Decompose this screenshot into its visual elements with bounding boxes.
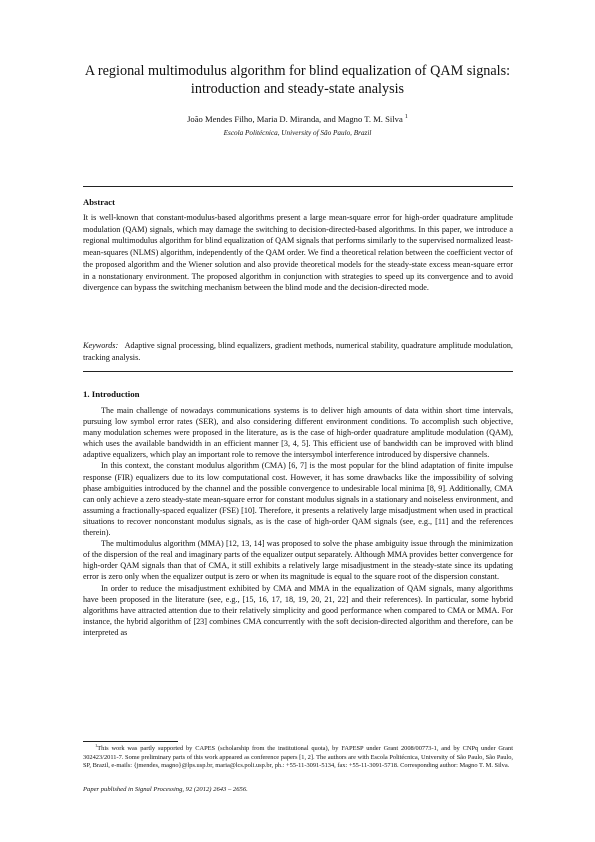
- abstract-text: It is well-known that constant-modulus-based algorithms present a large mean-square error for high-order quadrature amplitude modulation (QAM) signals, which may damage the switching to decision-directed-based algorithms. In this paper, we introduce a regional multimodulus algorithm for blind equalization of QAM signals that performs similarly to the supervised normalized least-mean-squares (NLMS) algorithm, independently of the QAM order. We find a theoretical relation between the coefficient vector of the proposed algorithm and the Wiener solution and also provide theoretical models for the steady-state excess mean-square error in a nonstationary environment. The proposed algorithm in conjunction with strategies to speed up its convergence and to avoid divergence can bypass the switching mechanism between the blind mode and the decision-directed mode.: [83, 213, 513, 293]
- paper-title: A regional multimodulus algorithm for blind equalization of QAM signals: introduction and steady-state analysis: [84, 63, 511, 97]
- footnote-rule: [83, 741, 178, 742]
- intro-paragraph-4: In order to reduce the misadjustment exhibited by CMA and MMA in the equalization of QAM signals, many algorithms have been proposed in the literature (see, e.g., [15, 16, 17, 18, 19, 20, 21, 22] and their references). In particular, some hybrid algorithms have attracted attention due to their relatively simplicity and good performance when compared to CMA or MMA. For instance, the hybrid algorithm of [23] combines CMA concurrently with the soft decision-directed algorithm and therefore, can be interpreted as: [83, 583, 513, 637]
- intro-paragraph-3: The multimodulus algorithm (MMA) [12, 13, 14] was proposed to solve the phase ambiguity issue through the minimization of the dispersion of the real and imaginary parts of the equalizer output separately. Although MMA provides better convergence for high-order QAM signals than that of CMA, it still exhibits a relatively large misadjustment in the steady-state since its updating error is zero only when the equalizer output is zero or when its magnitude is equal to the square root of the dispersion constant.: [83, 539, 513, 582]
- keywords-label: Keywords:: [83, 341, 119, 350]
- abstract-bottom-rule: [83, 371, 513, 372]
- intro-paragraph-2: In this context, the constant modulus algorithm (CMA) [6, 7] is the most popular for the blind adaptation of finite impulse response (FIR) equalizers due to its low computational cost. However, it has some drawbacks like the impossibility of solving phase ambiguities introduced by the channel and the possible convergence to undesirable local minima [8, 9]. Additionally, CMA can only achieve a zero steady-state mean-square error for constant modulus signals in a stationary and noiseless environment, and assuming a fractionally-spaced equalizer (FSE) [10]. Therefore, it presents a relatively large misadjustment when used in practical situations to recover nonconstant modulus signals, as is the case of high-order QAM signals (see, e.g., [11] and the references therein).: [83, 461, 513, 538]
- abstract-top-rule: [83, 186, 513, 187]
- footnote-text: This work was partly supported by CAPES (scholarship from the institutional quota), by FAPESP under Grant 2008/00773-1, and by CNPq under Grant 302423/2011-7. Some preliminary parts of this work appeared as conference papers [1, 2]. The authors are with Escola Politécnica, University of São Paulo, São Paulo, SP, Brazil, e-mails: {jmendes, magno}@lps.usp.br, maria@lcs.poli.usp.br, ph.: +55-11-3091-5134, fax: +55-11-3091-5718. Corresponding author: Magno T. M. Silva.: [83, 745, 513, 770]
- affiliation: Escola Politécnica, University of São Paulo, Brazil: [223, 129, 372, 137]
- author-list: [60, 113, 535, 125]
- abstract-heading: Abstract: [83, 197, 115, 207]
- introduction-body: [83, 405, 513, 638]
- section-heading-introduction: 1. Introduction: [83, 389, 140, 399]
- keywords-text: Adaptive signal processing, blind equalizers, gradient methods, numerical stability, quadrature amplitude modulation, tracking analysis.: [83, 341, 513, 362]
- keywords: [83, 340, 513, 363]
- author-footnote-mark: 1: [404, 114, 408, 121]
- intro-paragraph-1: The main challenge of nowadays communications systems is to deliver high amounts of data within short time intervals, pursuing low symbol error rates (SER), and also considering different environment conditions. To accomplish such objective, many modulation schemes were proposed in the literature, as is the case of high-order quadrature amplitude modulation (QAM), which uses the available bandwidth in an efficient manner [3, 4, 5]. This efficient use of bandwidth can be improved with blind adaptive equalizers, which play an important role to remove the intersymbol interference introduced by dispersive channels.: [83, 406, 513, 460]
- publication-note: Paper published in Signal Processing, 92 (2012) 2643 – 2656.: [83, 786, 248, 793]
- footnote-mark: 1: [95, 742, 98, 748]
- footnote: [83, 742, 513, 771]
- authors-text: João Mendes Filho, Maria D. Miranda, and Magno T. M. Silva: [187, 114, 403, 124]
